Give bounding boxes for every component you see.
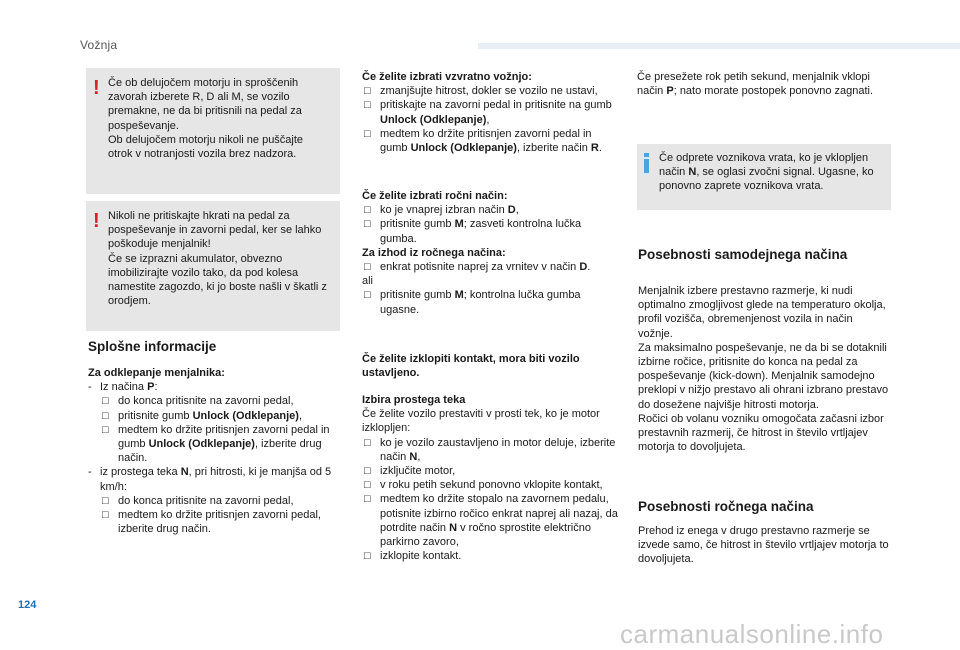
- list-item: □ ko je vnaprej izbran način D,: [364, 204, 519, 217]
- reverse-instructions: Če želite izbrati vzvratno vožnjo: □ zmanjšujte hitrost, dokler se vozilo ne ustavi, □ pritiskajte na zavorni pedal in pritisnite na gumb Unlock (Odklepanje), □ medtem ko držite pritisnjen zavorni pedal in gumb Unlock (Odklepanje), izberite način R.: [362, 70, 618, 155]
- list-item: □ enkrat potisnite naprej za vrnitev v način D.: [364, 261, 591, 274]
- ignition-note: Če želite izklopiti kontakt, mora biti vozilo ustavljeno.: [362, 353, 580, 380]
- exclamation-warning-icon: !: [93, 77, 100, 99]
- neutral-instructions: Izbira prostega teka Če želite vozilo prestaviti v prosti tek, ko je motor izklopljen: □ ko je vozilo zaustavljeno in motor deluje, izberite način N, □ izključite motor, □ v roku petih sekund ponovno vklopite kontakt, □ medtem ko držite stopalo na zavornem pedalu, potisnite izbirno ročico enkrat naprej ali nazaj, da potrdite način N v ročno sprostite električno parkirno zavoro, □ izklopite kontakt.: [362, 393, 620, 563]
- list-item: □ medtem ko držite pritisnjen zavorni pedal in gumb Unlock (Odklepanje), izberite način R.: [364, 127, 602, 155]
- list-item: □ izklopite kontakt.: [364, 550, 462, 563]
- heading-general-info: Splošne informacije: [88, 339, 217, 354]
- list-item: □ izključite motor,: [364, 465, 456, 478]
- manual-mode-instructions: Če želite izbrati ročni način: □ ko je vnaprej izbran način D, □ pritisnite gumb M; zasveti kontrolna lučka gumba. Za izhod iz ročnega načina: □ enkrat potisnite naprej za vrnitev v način D. ali □ pritisnite gumb M; kontrolna lučka gumba ugasne.: [362, 189, 618, 317]
- list-item: □ zmanjšujte hitrost, dokler se vozilo ne ustavi,: [364, 85, 598, 98]
- list-item: □ medtem ko držite stopalo na zavornem pedalu, potisnite izbirno ročico enkrat naprej ali nazaj, da potrdite način N v ročno sprostite električno parkirno zavoro,: [364, 493, 618, 549]
- list-item: □ do konca pritisnite na zavorni pedal,: [102, 395, 294, 408]
- watermark: carmanualsonline.info: [620, 619, 884, 649]
- list-item: □ pritisnite gumb Unlock (Odklepanje),: [102, 409, 303, 422]
- list-item: □ v roku petih sekund ponovno vklopite kontakt,: [364, 479, 603, 492]
- list-item: □ ko je vozilo zaustavljeno in motor deluje, izberite način N,: [364, 436, 616, 463]
- page-number: 124: [18, 599, 37, 611]
- list-item: □ do konca pritisnite na zavorni pedal,: [102, 494, 294, 507]
- exclamation-warning-icon: !: [93, 210, 100, 232]
- header-bar: [478, 43, 960, 49]
- list-item: □ pritiskajte na zavorni pedal in pritisnite na gumb Unlock (Odklepanje),: [364, 99, 612, 126]
- timeout-note: Če presežete rok petih sekund, menjalnik vklopi način P; nato morate postopek ponovno zagnati.: [637, 71, 874, 98]
- section-title: Vožnja: [80, 38, 118, 52]
- list-item: □ medtem ko držite pritisnjen zavorni pedal in gumb Unlock (Odklepanje), izberite drug način.: [102, 423, 330, 465]
- warning-text-1: Če ob delujočem motorju in sproščenih zavorah izberete R, D ali M, se vozilo premakne, ne da bi pritisnili na pedal za pospeševanje. Ob delujočem motorju nikoli ne puščajte otrok v notranjosti vozila brez nadzora.: [108, 77, 304, 161]
- info-text: Če odprete voznikova vrata, ko je vklopljen način N, se oglasi zvočni signal. Ugasne, ko ponovno zaprete voznikova vrata.: [659, 152, 874, 193]
- info-icon: [644, 153, 649, 173]
- automatic-mode-text: Menjalnik izbere prestavno razmerje, ki nudi optimalno zmogljivost glede na temperaturo okolja, profil vozišča, obremenjenost vozila in način vožnje. Za maksimalno pospeševanje, ne da bi se dotaknili izbirne ročice, pritisnite do konca na pedal za pospeševanje (kick-down). Menjalnik samodejno preklopi v nižjo prestavo ali ohrani izbrano prestavo do doseženе najvišje hitrosti motorja. Ročici ob volanu vozniku omogočata začasni izbor prestavnih razmerij, če hitrost in število vrtljajev motorja to dovoljujeta.: [638, 285, 889, 454]
- list-item: □ pritisnite gumb M; zasveti kontrolna lučka gumba.: [364, 218, 582, 245]
- warning-box-1: [86, 68, 340, 194]
- warning-box-2: [86, 201, 340, 331]
- heading-manual-mode: Posebnosti ročnega načina: [638, 499, 814, 514]
- unlock-instructions: Za odklepanje menjalnika: - Iz načina P: □ do konca pritisnite na zavorni pedal, □ pritisnite gumb Unlock (Odklepanje), □ medtem ko držite pritisnjen zavorni pedal in gumb Unlock (Odklepanje), izberite drug način. - iz prostega teka N, pri hitrosti, ki je manjša od 5 km/h: □ do konca pritisnite na zavorni pedal, □ medtem ko držite pritisnjen zavorni pedal, izberite drug način.: [88, 366, 344, 536]
- list-item: □ pritisnite gumb M; kontrolna lučka gumba ugasne.: [364, 289, 581, 316]
- info-box: [637, 144, 891, 210]
- list-item: □ medtem ko držite pritisnjen zavorni pedal, izberite drug način.: [102, 509, 321, 536]
- unlock-title: Za odklepanje menjalnika:: [88, 367, 225, 379]
- manual-mode-text: Prehod iz enega v drugo prestavno razmerje se izvede samo, če hitrost in število vrtljajev motorja to dovoljujeta.: [638, 525, 889, 566]
- warning-text-2: Nikoli ne pritiskajte hkrati na pedal za pospeševanje in zavorni pedal, ker se lahko poškoduje menjalnik! Če se izprazni akumulator, obvezno imobilizirajte vozilo tako, da pod kolesa namestite zagozdo, ki jo boste našli v škatli z orodjem.: [108, 210, 327, 308]
- heading-automatic-mode: Posebnosti samodejnega načina: [638, 247, 848, 262]
